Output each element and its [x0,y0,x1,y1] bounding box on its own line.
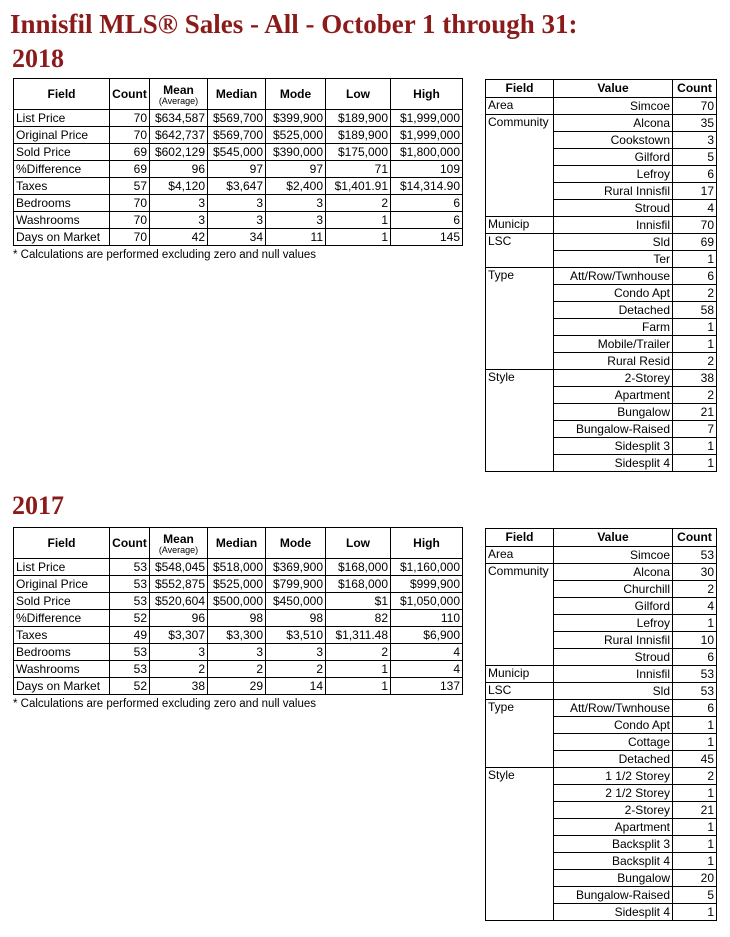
field-count: 1 [673,336,717,353]
cell-median: 3 [208,644,266,661]
field-count: 2 [673,387,717,404]
column-header-count: Count [673,80,717,98]
table-row [14,559,463,576]
field-value: Lefroy [554,166,673,183]
cell-median: 34 [208,229,266,246]
row-label: Bedrooms [14,644,110,661]
cell-mean: 2 [150,661,208,678]
year-heading-2018: 2018 [12,44,64,73]
cell-high: $1,999,000 [391,127,463,144]
column-header-count: Count [110,79,150,110]
cell-median: 3 [208,212,266,229]
field-header-row [486,529,717,547]
field-value: Gilford [554,149,673,166]
cell-low: 1 [326,229,391,246]
table-row [14,576,463,593]
field-count: 10 [673,632,717,649]
calculation-note-2017: * Calculations are performed excluding zero and null values [13,698,317,710]
cell-mean: 38 [150,678,208,695]
table-row [14,678,463,695]
cell-low: $1 [326,593,391,610]
row-label: Original Price [14,127,110,144]
table-row [14,178,463,195]
field-count: 20 [673,870,717,887]
field-value: Att/Row/Twnhouse [554,268,673,285]
field-count: 1 [673,455,717,472]
cell-low: $1,401.91 [326,178,391,195]
cell-high: 110 [391,610,463,627]
cell-mean: $3,307 [150,627,208,644]
cell-mode: $525,000 [266,127,326,144]
field-count: 2 [673,353,717,370]
field-count: 1 [673,904,717,921]
field-count: 1 [673,319,717,336]
mean-label: Mean [163,82,194,97]
cell-mode: $3,510 [266,627,326,644]
row-label: Washrooms [14,661,110,678]
cell-median: 2 [208,661,266,678]
row-label: Bedrooms [14,195,110,212]
field-count: 21 [673,404,717,421]
cell-high: $999,900 [391,576,463,593]
cell-high: 4 [391,661,463,678]
cell-count: 69 [110,144,150,161]
cell-median: $569,700 [208,110,266,127]
column-header-field: Field [14,79,110,110]
cell-count: 70 [110,110,150,127]
list-item [486,370,717,387]
field-value: Detached [554,751,673,768]
field-count: 2 [673,285,717,302]
field-value: Rural Innisfil [554,632,673,649]
field-value: Condo Apt [554,285,673,302]
cell-low: $1,311.48 [326,627,391,644]
row-label: Sold Price [14,144,110,161]
cell-low: $168,000 [326,559,391,576]
column-header-count: Count [110,528,150,559]
field-value: Stroud [554,649,673,666]
stats-table-2017 [13,527,463,695]
field-count: 3 [673,132,717,149]
column-header-field: Field [486,80,554,98]
cell-mean: $520,604 [150,593,208,610]
column-header-value: Value [554,529,673,547]
field-value: Backsplit 3 [554,836,673,853]
row-label: List Price [14,110,110,127]
column-header-mode: Mode [266,79,326,110]
field-count: 53 [673,683,717,700]
field-count: 1 [673,785,717,802]
cell-mean: 3 [150,212,208,229]
cell-median: 97 [208,161,266,178]
cell-mode: 97 [266,161,326,178]
cell-low: 2 [326,644,391,661]
field-count: 7 [673,421,717,438]
field-value: Alcona [554,564,673,581]
field-count: 53 [673,666,717,683]
field-count: 4 [673,598,717,615]
field-count: 17 [673,183,717,200]
field-breakdown-table-2017 [485,528,717,921]
field-count: 1 [673,853,717,870]
field-value: Stroud [554,200,673,217]
field-value: 1 1/2 Storey [554,768,673,785]
field-count: 1 [673,615,717,632]
cell-count: 52 [110,610,150,627]
field-value: Churchill [554,581,673,598]
field-value: Att/Row/Twnhouse [554,700,673,717]
cell-mean: $634,587 [150,110,208,127]
table-row [14,110,463,127]
field-count: 5 [673,887,717,904]
page-title: Innisfil MLS® Sales - All - October 1 through 31: [10,9,578,39]
column-header-field: Field [14,528,110,559]
field-value: Rural Innisfil [554,183,673,200]
field-count: 2 [673,581,717,598]
field-value: Simcoe [554,547,673,564]
column-header-mode: Mode [266,528,326,559]
cell-high: 137 [391,678,463,695]
field-header-row [486,80,717,98]
table-row [14,161,463,178]
row-label: Days on Market [14,229,110,246]
cell-low: 82 [326,610,391,627]
field-group-label: Area [486,547,554,564]
field-value: 2 1/2 Storey [554,785,673,802]
cell-low: $189,900 [326,110,391,127]
field-value: Alcona [554,115,673,132]
field-group-label: LSC [486,683,554,700]
field-value: Condo Apt [554,717,673,734]
field-count: 2 [673,768,717,785]
field-value: Bungalow-Raised [554,887,673,904]
calculation-note-2018: * Calculations are performed excluding zero and null values [13,249,317,261]
field-count: 6 [673,649,717,666]
column-header-mean [150,528,208,559]
cell-mean: 96 [150,610,208,627]
field-value: Farm [554,319,673,336]
row-label: Sold Price [14,593,110,610]
field-count: 1 [673,819,717,836]
cell-low: 71 [326,161,391,178]
field-value: Bungalow [554,870,673,887]
field-value: Innisfil [554,217,673,234]
field-count: 58 [673,302,717,319]
row-label: Days on Market [14,678,110,695]
cell-low: $189,900 [326,127,391,144]
list-item [486,564,717,581]
column-header-high: High [391,528,463,559]
cell-low: 1 [326,678,391,695]
list-item [486,547,717,564]
cell-median: 29 [208,678,266,695]
list-item [486,683,717,700]
mean-sublabel: (Average) [158,95,199,106]
field-count: 21 [673,802,717,819]
field-value: Sidesplit 4 [554,455,673,472]
field-value: Cottage [554,734,673,751]
cell-mode: $390,000 [266,144,326,161]
cell-count: 53 [110,559,150,576]
row-label: Taxes [14,627,110,644]
field-count: 4 [673,200,717,217]
cell-high: $1,800,000 [391,144,463,161]
table-row [14,610,463,627]
cell-mean: $4,120 [150,178,208,195]
table-row [14,144,463,161]
cell-mode: 14 [266,678,326,695]
field-count: 70 [673,98,717,115]
cell-high: $1,999,000 [391,110,463,127]
column-header-high: High [391,79,463,110]
row-label: Washrooms [14,212,110,229]
cell-mean: $552,875 [150,576,208,593]
cell-median: $3,300 [208,627,266,644]
field-value: Simcoe [554,98,673,115]
cell-mode: $799,900 [266,576,326,593]
cell-mode: $450,000 [266,593,326,610]
column-header-low: Low [326,528,391,559]
cell-high: 109 [391,161,463,178]
list-item [486,768,717,785]
field-group-label: Municip [486,666,554,683]
field-value: Gilford [554,598,673,615]
column-header-count: Count [673,529,717,547]
field-value: Detached [554,302,673,319]
field-count: 53 [673,547,717,564]
cell-count: 69 [110,161,150,178]
column-header-low: Low [326,79,391,110]
cell-count: 53 [110,593,150,610]
cell-mean: $642,737 [150,127,208,144]
column-header-value: Value [554,80,673,98]
cell-mean: 3 [150,195,208,212]
cell-mode: 3 [266,644,326,661]
cell-high: 6 [391,195,463,212]
field-group-label: Municip [486,217,554,234]
field-count: 1 [673,717,717,734]
cell-high: $6,900 [391,627,463,644]
field-value: Mobile/Trailer [554,336,673,353]
row-label: List Price [14,559,110,576]
cell-median: $518,000 [208,559,266,576]
cell-mode: 3 [266,212,326,229]
field-value: 2-Storey [554,802,673,819]
cell-mode: $2,400 [266,178,326,195]
field-value: Apartment [554,387,673,404]
column-header-mean [150,79,208,110]
field-value: Cookstown [554,132,673,149]
field-count: 30 [673,564,717,581]
row-label: %Difference [14,610,110,627]
table-row [14,229,463,246]
field-value: 2-Storey [554,370,673,387]
field-count: 6 [673,700,717,717]
table-row [14,593,463,610]
cell-low: $175,000 [326,144,391,161]
column-header-field: Field [486,529,554,547]
cell-count: 52 [110,678,150,695]
row-label: Original Price [14,576,110,593]
cell-mean: 96 [150,161,208,178]
field-group-label: Area [486,98,554,115]
cell-count: 53 [110,644,150,661]
table-row [14,212,463,229]
cell-high: 145 [391,229,463,246]
mean-sublabel: (Average) [158,544,199,555]
field-value: Sidesplit 4 [554,904,673,921]
table-row [14,195,463,212]
field-value: Lefroy [554,615,673,632]
list-item [486,666,717,683]
field-group-label: Style [486,768,554,921]
field-value: Bungalow-Raised [554,421,673,438]
cell-median: 98 [208,610,266,627]
field-value: Innisfil [554,666,673,683]
year-heading-2017: 2017 [12,491,64,520]
field-count: 1 [673,438,717,455]
field-count: 1 [673,734,717,751]
cell-mode: 98 [266,610,326,627]
cell-count: 70 [110,127,150,144]
row-label: %Difference [14,161,110,178]
cell-mode: 3 [266,195,326,212]
list-item [486,268,717,285]
list-item [486,234,717,251]
column-header-median: Median [208,528,266,559]
cell-count: 57 [110,178,150,195]
field-value: Sld [554,683,673,700]
cell-median: $3,647 [208,178,266,195]
cell-mode: 2 [266,661,326,678]
cell-mean: $602,129 [150,144,208,161]
field-count: 69 [673,234,717,251]
cell-mode: $369,900 [266,559,326,576]
field-value: Sidesplit 3 [554,438,673,455]
field-count: 5 [673,149,717,166]
field-value: Sld [554,234,673,251]
list-item [486,700,717,717]
field-value: Backsplit 4 [554,853,673,870]
cell-low: 1 [326,661,391,678]
field-group-label: Type [486,268,554,370]
stats-header-row [14,528,463,559]
field-group-label: LSC [486,234,554,268]
cell-high: 6 [391,212,463,229]
cell-count: 70 [110,195,150,212]
list-item [486,98,717,115]
cell-median: $545,000 [208,144,266,161]
cell-mean: $548,045 [150,559,208,576]
cell-high: $14,314.90 [391,178,463,195]
cell-count: 70 [110,212,150,229]
field-count: 70 [673,217,717,234]
field-count: 45 [673,751,717,768]
cell-low: 1 [326,212,391,229]
field-group-label: Style [486,370,554,472]
cell-low: $168,000 [326,576,391,593]
column-header-median: Median [208,79,266,110]
field-count: 1 [673,251,717,268]
cell-high: 4 [391,644,463,661]
stats-header-row [14,79,463,110]
cell-mode: $399,900 [266,110,326,127]
field-group-label: Community [486,564,554,666]
field-count: 6 [673,166,717,183]
cell-low: 2 [326,195,391,212]
field-value: Ter [554,251,673,268]
table-row [14,644,463,661]
field-value: Apartment [554,819,673,836]
cell-high: $1,050,000 [391,593,463,610]
stats-table-2018 [13,78,463,246]
cell-count: 53 [110,661,150,678]
cell-mode: 11 [266,229,326,246]
cell-mean: 42 [150,229,208,246]
field-count: 6 [673,268,717,285]
field-group-label: Community [486,115,554,217]
field-count: 38 [673,370,717,387]
list-item [486,217,717,234]
cell-high: $1,160,000 [391,559,463,576]
cell-median: $500,000 [208,593,266,610]
cell-count: 70 [110,229,150,246]
cell-mean: 3 [150,644,208,661]
cell-median: 3 [208,195,266,212]
field-value: Rural Resid [554,353,673,370]
field-count: 35 [673,115,717,132]
list-item [486,115,717,132]
cell-count: 49 [110,627,150,644]
mean-label: Mean [163,531,194,546]
cell-median: $525,000 [208,576,266,593]
cell-median: $569,700 [208,127,266,144]
field-count: 1 [673,836,717,853]
row-label: Taxes [14,178,110,195]
field-value: Bungalow [554,404,673,421]
field-group-label: Type [486,700,554,768]
table-row [14,661,463,678]
cell-count: 53 [110,576,150,593]
field-breakdown-table-2018 [485,79,717,472]
table-row [14,627,463,644]
table-row [14,127,463,144]
